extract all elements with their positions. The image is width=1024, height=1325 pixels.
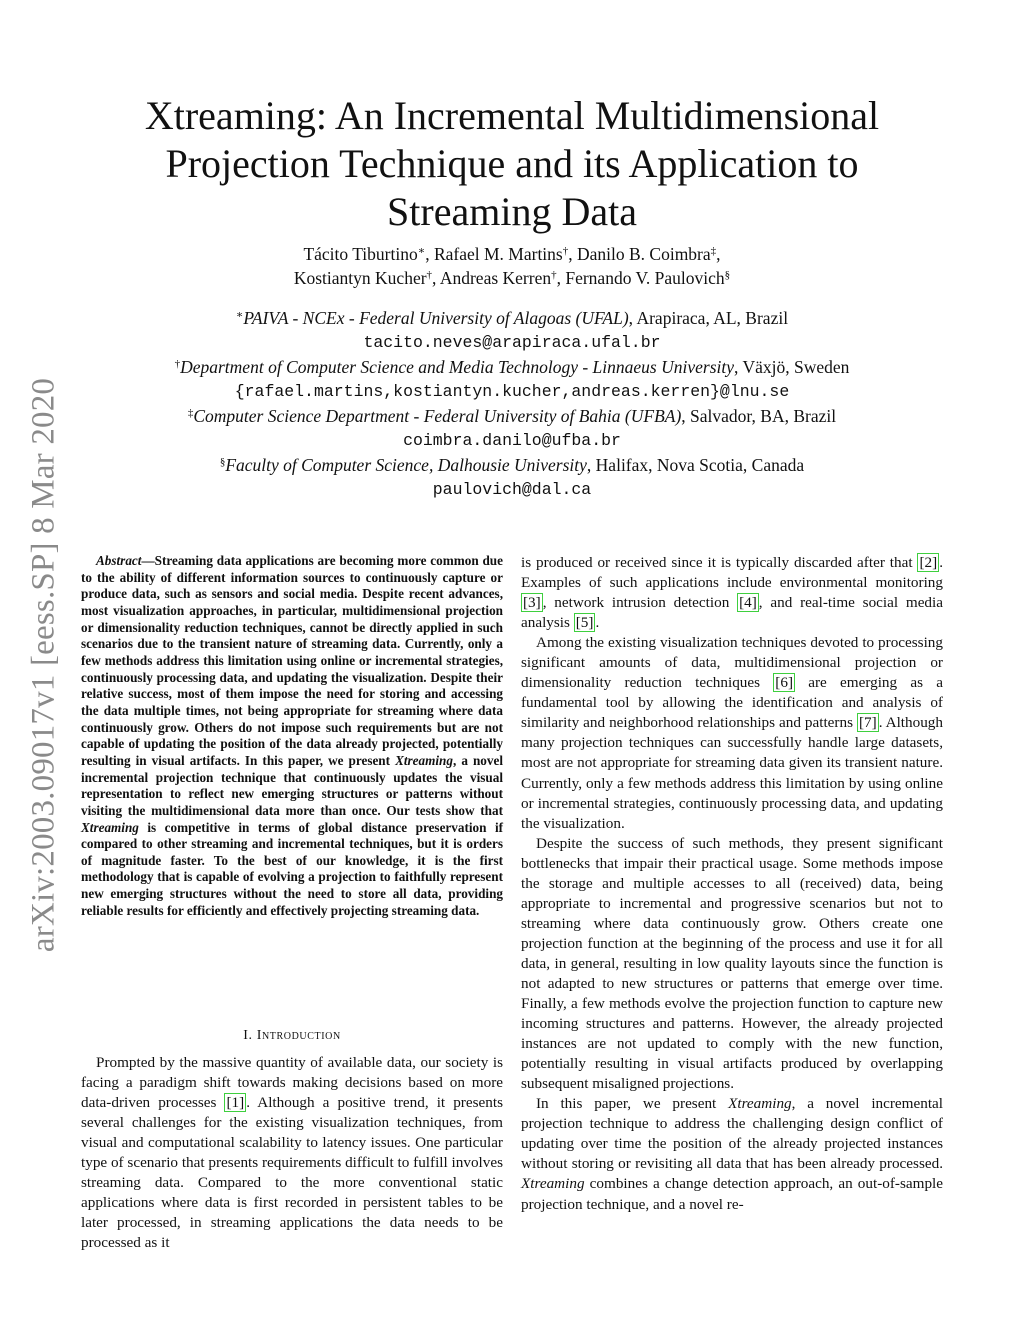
author-line-2: Kostiantyn Kucher†, Andreas Kerren†, Fernando V. Paulovich§ <box>293 268 731 288</box>
author-name: Rafael M. Martins <box>433 244 563 264</box>
text-run: In this paper, we present <box>536 1095 729 1113</box>
abstract-dash: — <box>141 553 155 568</box>
author-mark: ∗ <box>417 245 426 257</box>
affiliation-org: PAIVA - NCEx - Federal University of Alagoas (UFAL) <box>243 308 629 328</box>
affiliation-email: paulovich@dal.ca <box>432 479 592 499</box>
left-column <box>81 553 503 1252</box>
abstract-text: is competitive in terms of global distance preservation if compared to other streaming and incremental techniques, but it is orders of magnitude faster. To the best of our knowledge, it is the first methodology that is capable of evolving a projection to faithfully represent new emerging structures without the need to store all data, providing reliable results for efficiently and effectively projecting streaming data. <box>81 819 503 918</box>
affiliation-mark: § <box>219 456 226 468</box>
citation-link[interactable]: [7] <box>858 714 877 732</box>
text-run: , and real-time social media analysis <box>521 594 943 632</box>
affiliation-place: Halifax, Nova Scotia, Canada <box>595 455 805 475</box>
citation-link[interactable]: [6] <box>775 674 794 692</box>
abstract-text: , a novel incremental projection technique that continuously updates the visual representation to reflect new emerging structures or patterns without visiting the multidimensional data more than once. Our tests show that <box>81 752 503 818</box>
text-run: Prompted by the massive quantity of available data, our society is facing a paradigm shift towards making decisions based on more data-driven processes <box>81 1054 503 1112</box>
abstract <box>81 553 503 919</box>
citation-link[interactable]: [4] <box>739 594 757 612</box>
text-run: . Although many projection techniques can successfully handle large datasets, most are not appropriate for streaming data given its transient nature. Currently, only a few methods address this limitation by using online or incremental strategies, continuously processing data, and updating the visualization. <box>521 714 943 832</box>
affiliation-org: Computer Science Department - Federal University of Bahia (UFBA) <box>193 406 682 426</box>
abstract-text: Streaming data applications are becoming more common due to the ability of different information sources to continuously capture or produce data, such as sensors and social media. Despite recent advances, most visualization approaches, in particular, multidimensional projection or dimensionality reduction techniques, cannot be directly applied in such scenarios due to the transient nature of streaming data. Currently, only a few methods address this limitation using online or incremental strategies, continuously processing data, and updating the visualization. Despite their relative success, most of them impose the need for storing and accessing the data multiple times, not being appropriate for streaming where data continuously grow. Others do not impose such requirements but are not capable of updating the position of the data already projected, potentially resulting in visual artifacts. In this paper, we present <box>81 553 503 768</box>
affiliation-email: {rafael.martins,kostiantyn.kucher,andreas.kerren}@lnu.se <box>234 381 790 401</box>
paragraph <box>81 1053 503 1253</box>
paragraph <box>521 553 943 633</box>
method-name: Xtreaming <box>728 1095 792 1113</box>
arxiv-identifier: arXiv:2003.09017v1 [eess.SP] 8 Mar 2020 <box>25 377 62 953</box>
text-run: Among the existing visualization techniques devoted to processing significant amounts of data, multidimensional projection or dimensionality reduction techniques <box>521 634 943 692</box>
affiliation-mark: ∗ <box>235 309 244 321</box>
citation-link[interactable]: [3] <box>523 594 541 612</box>
affiliation-2: †Department of Computer Science and Media Technology - Linnaeus University, Växjö, Sweden <box>174 357 850 377</box>
citation-link[interactable]: [1] <box>226 1094 245 1112</box>
affiliation-place: Växjö, Sweden <box>742 357 850 377</box>
paragraph <box>521 1094 943 1214</box>
affiliation-1: ∗PAIVA - NCEx - Federal University of Alagoas (UFAL), Arapiraca, AL, Brazil <box>235 308 789 328</box>
affiliation-place: Arapiraca, AL, Brazil <box>636 308 789 328</box>
author-mark: † <box>551 269 557 281</box>
affiliation-place: Salvador, BA, Brazil <box>690 406 837 426</box>
author-name: Danilo B. Coimbra <box>576 244 711 264</box>
affiliation-4: §Faculty of Computer Science, Dalhousie University, Halifax, Nova Scotia, Canada <box>219 455 805 475</box>
paper-title: Xtreaming: An Incremental Multidimensional Projection Technique and its Application to Streaming Data <box>144 93 880 234</box>
author-mark: † <box>562 245 569 257</box>
author-name: Andreas Kerren <box>439 268 552 288</box>
affiliation-org: Faculty of Computer Science, Dalhousie University <box>225 455 587 475</box>
abstract-label: Abstract <box>96 553 142 568</box>
method-name: Xtreaming <box>395 752 453 768</box>
affiliation-org: Department of Computer Science and Media Technology - Linnaeus University <box>180 357 735 377</box>
text-run: combines a change detection approach, an out-of-sample projection technique, and a novel re- <box>521 1175 943 1213</box>
text-run: . Although a positive trend, it presents several challenges for the existing visualization techniques, from visual and computational scalability to latency issues. One particular type of scenario that presents requirements difficult to fulfill involves streaming data. Compared to the more conventional static applications where data is first recorded in persistent tables to be later processed, in streaming applications the data needs to be processed as it <box>81 1094 503 1252</box>
affiliation-mark: ‡ <box>187 407 194 419</box>
paragraph: Despite the success of such methods, they present significant bottlenecks that impair their practical usage. Some methods impose the storage and multiple accesses to all (received) data, being appropriate to incremental and progressive scenarios but not to streaming where data continuously grow. Others create one projection function at the beginning of the process and use it for all data, in general, resulting in low quality layouts since the function is not adapted to new structures or patterns that emerge over time. Finally, a few methods evolve the projection function to capture new incoming structures and patterns. However, the already projected instances are not updated to comply with the new function, potentially resulting in visual artifacts produced by overlapping subsequent misaligned projections. <box>521 834 943 1093</box>
citation-link[interactable]: [2] <box>919 554 938 571</box>
paragraph <box>521 633 943 833</box>
text-run: are emerging as a fundamental tool by allowing the identification and analysis of similarity and neighborhood relationships and patterns <box>521 674 943 732</box>
section-title: Introduction <box>256 1028 341 1043</box>
author-name: Tácito Tiburtino <box>303 244 418 264</box>
method-name: Xtreaming <box>521 1175 585 1193</box>
author-name: Fernando V. Paulovich <box>565 268 725 288</box>
affiliation-email: coimbra.danilo@ufba.br <box>403 430 621 450</box>
section-number: I. <box>243 1028 253 1043</box>
text-run: , a novel incremental projection technique to address the challenging design conflict of updating over time the position of the already projected instances without storing or revisiting all data that has been already processed. <box>521 1095 943 1173</box>
introduction-text <box>81 1053 503 1253</box>
text-run: . Examples of such applications include environmental monitoring <box>521 554 943 592</box>
affiliation-list <box>110 306 914 502</box>
author-list <box>150 242 874 290</box>
method-name: Xtreaming <box>81 819 139 835</box>
author-mark: † <box>426 269 433 281</box>
author-mark: § <box>724 269 731 281</box>
text-run: , network intrusion detection <box>542 594 738 612</box>
author-mark: ‡ <box>710 245 717 257</box>
affiliation-mark: † <box>174 358 181 370</box>
affiliation-3: ‡Computer Science Department - Federal University of Bahia (UFBA), Salvador, BA, Brazil <box>187 406 837 426</box>
citation-link[interactable]: [5] <box>575 614 594 632</box>
section-heading <box>81 1028 503 1044</box>
author-name: Kostiantyn Kucher <box>293 268 427 288</box>
arxiv-sidenote <box>22 350 66 980</box>
text-run: . <box>595 614 600 632</box>
text-run: is produced or received since it is typically discarded after that <box>521 554 918 571</box>
right-column <box>521 553 943 1215</box>
affiliation-email: tacito.neves@arapiraca.ufal.br <box>363 332 661 352</box>
author-line-1: Tácito Tiburtino∗, Rafael M. Martins†, Danilo B. Coimbra‡, <box>303 244 721 264</box>
